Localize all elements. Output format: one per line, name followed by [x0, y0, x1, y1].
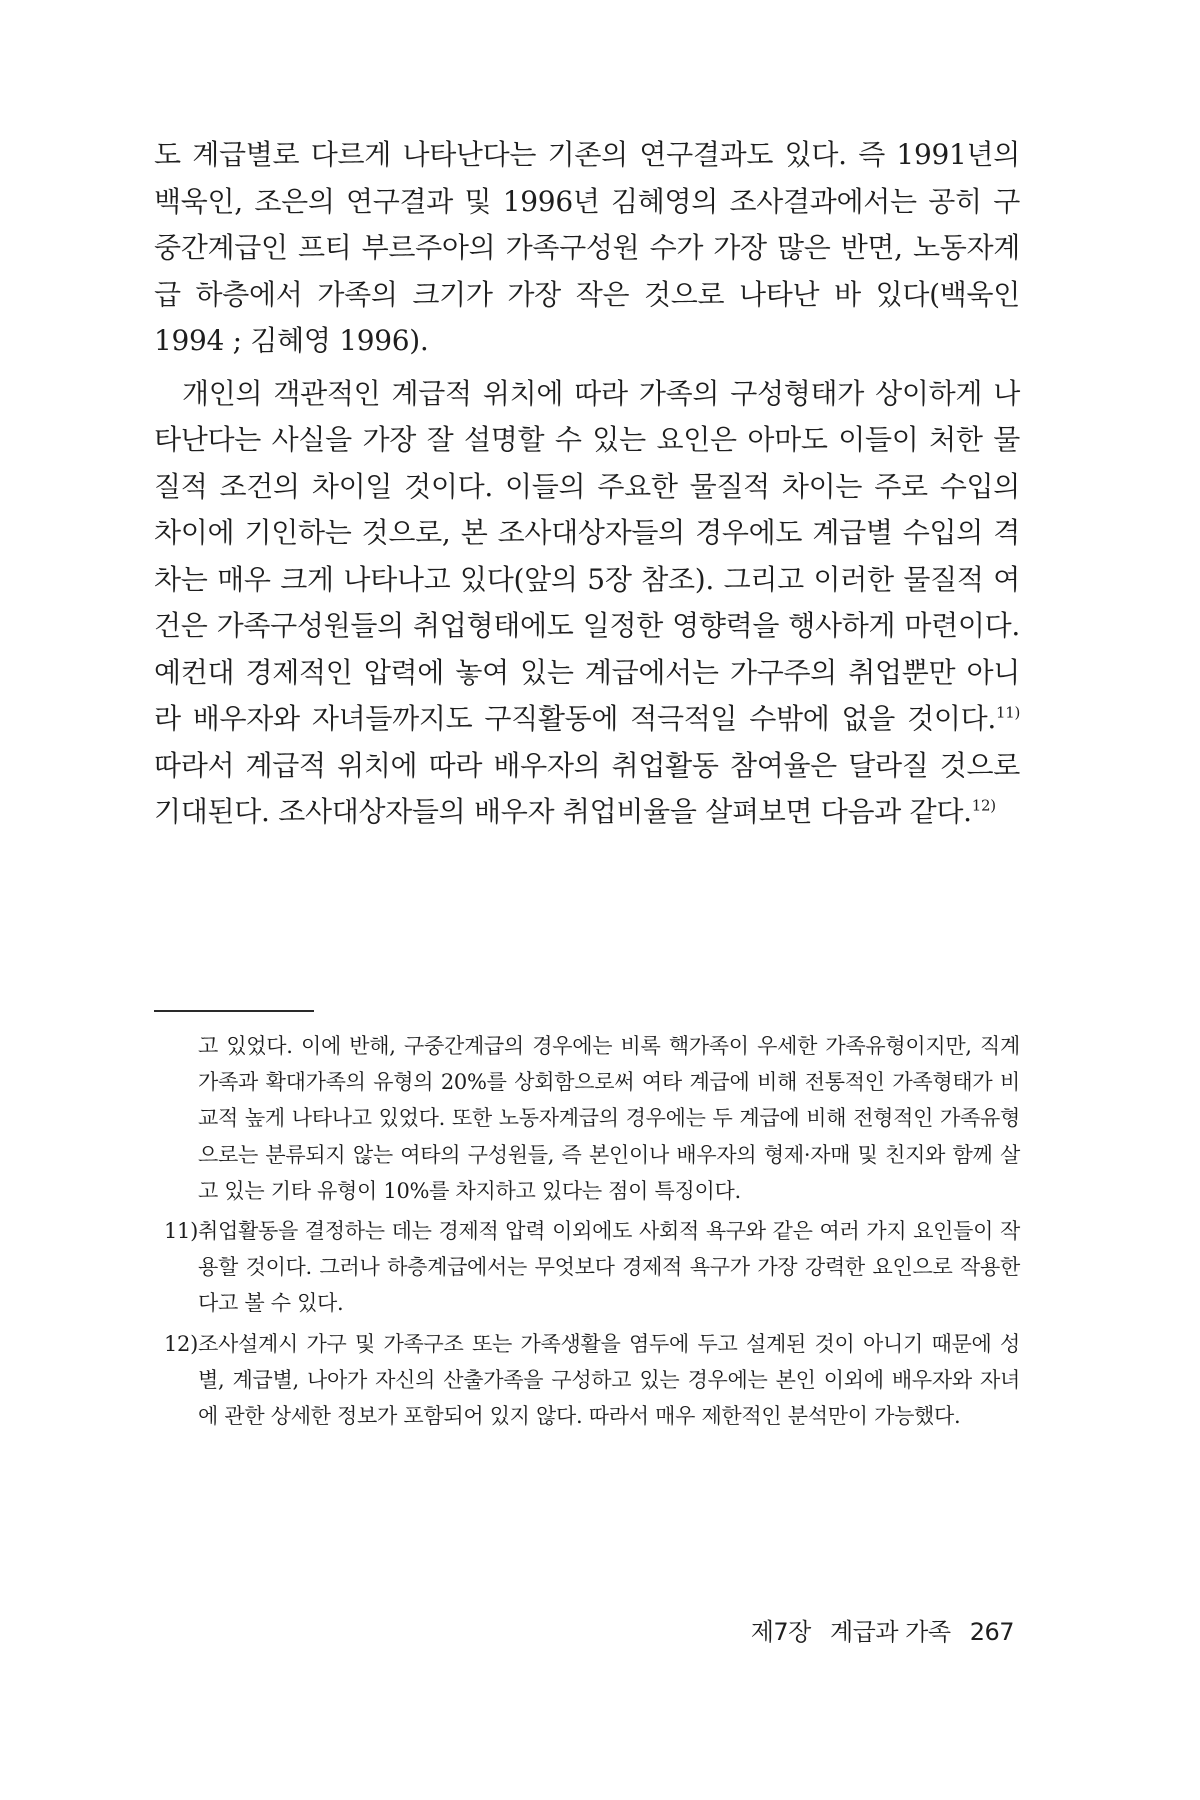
paragraph-main-part-2: 따라서 계급적 위치에 따라 배우자의 취업활동 참여율은 달라질 것으로 기대된다. 조사대상자들의 배우자 취업비율을 살펴보면 다음과 같다.	[154, 748, 1020, 828]
paragraph-main-part-1: 개인의 객관적인 계급적 위치에 따라 가족의 구성형태가 상이하게 나타난다는 사실을 가장 잘 설명할 수 있는 요인은 아마도 이들이 처한 물질적 조건의 차이일 것이다. 이들의 주요한 물질적 차이는 주로 수입의 차이에 기인하는 것으로, 본 조사대상자들의 경우에도 계급별 수입의 격차는 매우 크게 나타나고 있다(앞의 5장 참조). 그리고 이러한 물질적 여건은 가족구성원들의 취업형태에도 일정한 영향력을 행사하게 마련이다. 예컨대 경제적인 압력에 놓여 있는 계급에서는 가구주의 취업뿐만 아니라 배우자와 자녀들까지도 구직활동에 적극적일 수밖에 없을 것이다.	[154, 376, 1020, 735]
footnote-11	[154, 1213, 1020, 1322]
footnote-11-marker: 11)	[164, 1219, 199, 1244]
chapter-label: 제7장	[750, 1618, 811, 1646]
paragraph-continued: 도 계급별로 다르게 나타난다는 기존의 연구결과도 있다. 즉 1991년의 백욱인, 조은의 연구결과 및 1996년 김혜영의 조사결과에서는 공히 구 중간계급인 프티 부르주아의 가족구성원 수가 가장 많은 반면, 노동자계급 하층에서 가족의 크기가 가장 작은 것으로 나타난 바 있다(백욱인 1994 ; 김혜영 1996).	[154, 138, 1020, 357]
footnote-ref-12: 12)	[971, 796, 996, 815]
page-number: 267	[969, 1618, 1014, 1646]
footnote-divider	[154, 1010, 314, 1012]
footnote-continued: 고 있었다. 이에 반해, 구중간계급의 경우에는 비록 핵가족이 우세한 가족유형이지만, 직계가족과 확대가족의 유형의 20%를 상회함으로써 여타 계급에 비해 전통적인 가족형태가 비교적 높게 나타나고 있었다. 또한 노동자계급의 경우에는 두 계급에 비해 전형적인 가족유형으로는 분류되지 않는 여타의 구성원들, 즉 본인이나 배우자의 형제·자매 및 친지와 함께 살고 있는 기타 유형이 10%를 차지하고 있다는 점이 특징이다.	[198, 1034, 1020, 1203]
footnotes	[154, 1028, 1020, 1434]
main-text	[154, 132, 1020, 836]
paragraph-main	[154, 371, 1020, 836]
running-footer	[751, 1612, 1014, 1647]
chapter-title: 계급과 가족	[829, 1618, 951, 1646]
footnote-11-text: 취업활동을 결정하는 데는 경제적 압력 이외에도 사회적 욕구와 같은 여러 가지 요인들이 작용할 것이다. 그러나 하층계급에서는 무엇보다 경제적 욕구가 가장 강력한 요인으로 작용한다고 볼 수 있다.	[198, 1219, 1020, 1316]
footnote-12	[154, 1326, 1020, 1435]
footnote-12-text: 조사설계시 가구 및 가족구조 또는 가족생활을 염두에 두고 설계된 것이 아니기 때문에 성별, 계급별, 나아가 자신의 산출가족을 구성하고 있는 경우에는 본인 이외에 배우자와 자녀에 관한 상세한 정보가 포함되어 있지 않다. 따라서 매우 제한적인 분석만이 가능했다.	[198, 1331, 1020, 1429]
footnote-ref-11: 11)	[995, 703, 1020, 722]
footnote-12-marker: 12)	[164, 1331, 199, 1356]
